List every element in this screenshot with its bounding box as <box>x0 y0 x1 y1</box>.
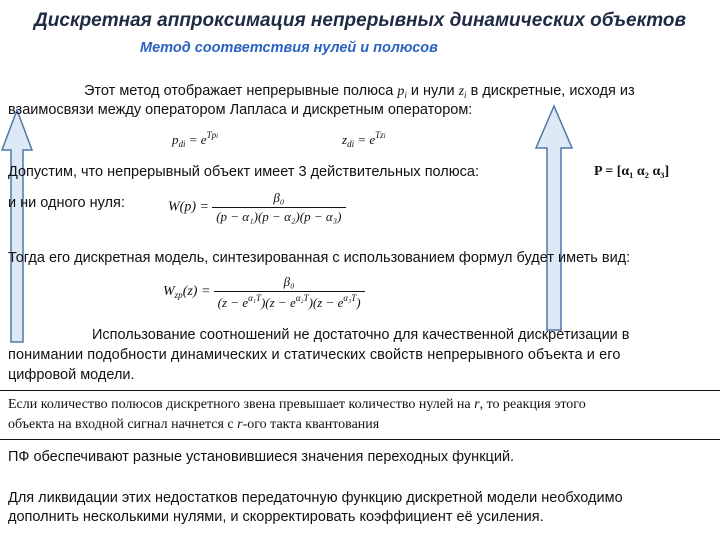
right-arrow-icon <box>534 104 574 332</box>
intro-line-1: Этот метод отображает непрерывные полюса $p_i$ и нули $z_i$ в дискретные, исходя из <box>84 83 635 100</box>
page-title: Дискретная аппроксимация непрерывных динамических объектов <box>34 10 686 31</box>
insufficient-line-2: понимании подобности динамических и статических свойств непрерывного объекта и его <box>8 347 621 363</box>
then-text: Тогда его дискретная модель, синтезированная с использованием формул будет иметь вид: <box>8 250 631 266</box>
insufficient-line-1: Использование соотношений не достаточно для качественной дискретизации в <box>92 327 630 343</box>
no-zero-text: и ни одного нуля: <box>8 195 125 211</box>
assume-text: Допустим, что непрерывный объект имеет 3 действительных полюса: <box>8 164 479 180</box>
formula-pole-vector: P = [α₁ α₂ α₃] <box>594 164 670 179</box>
separator-top <box>0 390 720 391</box>
fix-line-1: Для ликвидации этих недостатков передаточную функцию дискретной модели необходимо <box>8 490 623 506</box>
left-arrow-icon <box>0 108 34 344</box>
insufficient-line-3: цифровой модели. <box>8 367 135 383</box>
fix-line-2: дополнить несколькими нулями, и скорректировать коэффициент её усиления. <box>8 509 544 525</box>
pf-text: ПФ обеспечивают разные установившиеся значения переходных функций. <box>8 449 515 465</box>
page-subtitle: Метод соответствия нулей и полюсов <box>140 40 438 56</box>
intro-line-2: взаимосвязи между оператором Лапласа и дискретным оператором: <box>8 102 473 118</box>
formula-zdi: $z_{di} = e^{Tzi}$ <box>342 130 386 149</box>
serif-line-1: Если количество полюсов дискретного звена превышает количество нулей на r, то реакция этого <box>8 397 586 412</box>
formula-pdi: $p_{di} = e^{Tpi}$ <box>172 130 219 149</box>
separator-bottom <box>0 439 720 440</box>
formula-W-zp: $W_{zp}(z)$ = $\frac{\text{β₀}}{(z - e^{\alpha_1T})(z - e^{\alpha_2T})(z - e^{\alpha_3T})}$ <box>163 274 365 311</box>
formula-W-p: W(p) = $\frac{\text{β₀}}{\text{(p − α₁)(p − α₂)(p − α₃)}}$ <box>168 190 346 225</box>
serif-line-2: объекта на входной сигнал начнется с r-ого такта квантования <box>8 417 380 432</box>
